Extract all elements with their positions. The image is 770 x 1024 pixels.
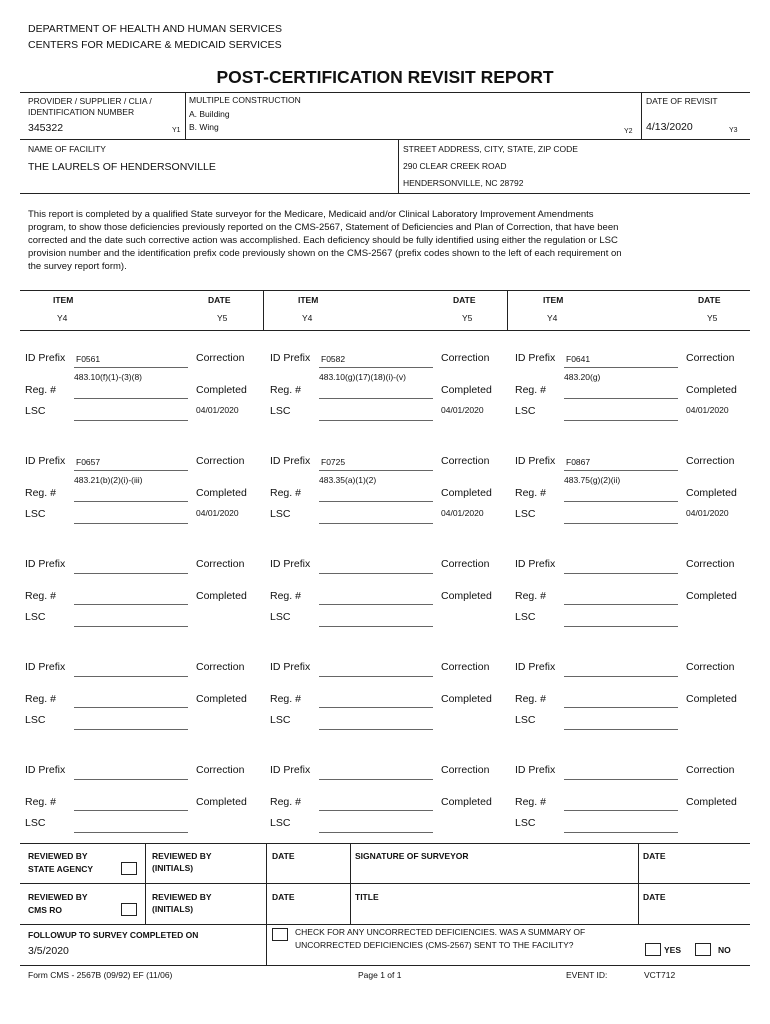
multiple-construction-label: MULTIPLE CONSTRUCTION <box>189 95 301 105</box>
address-city: HENDERSONVILLE, NC 28792 <box>403 178 524 188</box>
y4-marker: Y4 <box>302 313 313 323</box>
provider-id-value: 345322 <box>28 122 64 134</box>
reg-value[interactable]: 483.75(g)(2)(ii) <box>564 475 621 485</box>
correction-label: Correction <box>196 455 245 467</box>
correction-label: Correction <box>686 558 735 570</box>
deficiency-entry <box>510 760 753 863</box>
completed-label: Completed <box>196 693 247 705</box>
correction-label: Correction <box>196 661 245 673</box>
id-prefix-label: ID Prefix <box>515 352 556 364</box>
department-name: DEPARTMENT OF HEALTH AND HUMAN SERVICES <box>28 23 282 35</box>
completed-label: Completed <box>196 796 247 808</box>
reg-value[interactable]: 483.10(g)(17)(18)(i)-(v) <box>319 372 406 382</box>
correction-label: Correction <box>196 352 245 364</box>
date-label: DATE <box>272 892 295 902</box>
divider <box>398 139 399 193</box>
correction-label: Correction <box>686 352 735 364</box>
completed-date[interactable]: 04/01/2020 <box>196 405 239 415</box>
intro-line: This report is completed by a qualified State surveyor for the Medicare, Medicaid and/or Clinical Laboratory Improvement Amendments <box>28 209 594 220</box>
reg-label: Reg. # <box>25 384 56 396</box>
date-header: DATE <box>453 295 476 305</box>
id-prefix-label: ID Prefix <box>515 558 556 570</box>
id-prefix-label: ID Prefix <box>515 661 556 673</box>
item-header: ITEM <box>543 295 564 305</box>
reg-label: Reg. # <box>270 693 301 705</box>
date-header: DATE <box>208 295 231 305</box>
completed-label: Completed <box>196 487 247 499</box>
y5-marker: Y5 <box>462 313 473 323</box>
lsc-label: LSC <box>270 714 291 726</box>
lsc-label: LSC <box>25 714 46 726</box>
id-prefix-label: ID Prefix <box>25 764 66 776</box>
reg-label: Reg. # <box>515 487 546 499</box>
completed-label: Completed <box>686 590 737 602</box>
followup-label: FOLLOWUP TO SURVEY COMPLETED ON <box>28 930 199 940</box>
completed-label: Completed <box>441 796 492 808</box>
id-prefix-value[interactable]: F0641 <box>566 354 591 364</box>
deficiency-entry <box>20 451 263 554</box>
event-id-value: VCT712 <box>644 970 676 980</box>
completed-label: Completed <box>441 487 492 499</box>
intro-line: the survey report form). <box>28 261 127 272</box>
correction-label: Correction <box>686 661 735 673</box>
id-prefix-label: ID Prefix <box>515 455 556 467</box>
y5-marker: Y5 <box>707 313 718 323</box>
form-number: Form CMS - 2567B (09/92) EF (11/06) <box>28 970 173 980</box>
id-prefix-value[interactable]: F0582 <box>321 354 346 364</box>
correction-label: Correction <box>441 764 490 776</box>
completed-label: Completed <box>686 487 737 499</box>
yes-label: YES <box>664 945 682 955</box>
provider-id-label: IDENTIFICATION NUMBER <box>28 107 135 117</box>
date-label: DATE <box>272 851 295 861</box>
page-title: POST-CERTIFICATION REVISIT REPORT <box>216 67 554 87</box>
deficiency-entry <box>265 451 508 554</box>
deficiency-entry <box>20 760 263 863</box>
date-label: DATE <box>643 851 666 861</box>
lsc-label: LSC <box>25 817 46 829</box>
id-prefix-value[interactable]: F0657 <box>76 457 101 467</box>
completed-date[interactable]: 04/01/2020 <box>196 508 239 518</box>
address-label: STREET ADDRESS, CITY, STATE, ZIP CODE <box>403 144 578 154</box>
deficiency-entry <box>265 348 508 451</box>
date-of-revisit-label: DATE OF REVISIT <box>646 96 718 106</box>
reg-label: Reg. # <box>25 590 56 602</box>
id-prefix-label: ID Prefix <box>270 455 311 467</box>
reg-label: Reg. # <box>25 796 56 808</box>
correction-label: Correction <box>441 558 490 570</box>
id-prefix-label: ID Prefix <box>270 352 311 364</box>
page-number: Page 1 of 1 <box>358 970 402 980</box>
cms-ro-checkbox[interactable] <box>121 903 137 916</box>
y3-marker: Y3 <box>729 127 738 134</box>
lsc-label: LSC <box>515 405 536 417</box>
reviewed-initials-label: REVIEWED BY <box>152 892 212 902</box>
completed-label: Completed <box>441 590 492 602</box>
id-prefix-label: ID Prefix <box>270 661 311 673</box>
y4-marker: Y4 <box>547 313 558 323</box>
lsc-label: LSC <box>515 817 536 829</box>
lsc-label: LSC <box>515 508 536 520</box>
id-prefix-value[interactable]: F0561 <box>76 354 101 364</box>
wing-label: B. Wing <box>189 122 219 132</box>
deficiency-entry <box>20 657 263 760</box>
deficiency-entry <box>510 348 753 451</box>
uncorrected-question: CHECK FOR ANY UNCORRECTED DEFICIENCIES. WAS A SUMMARY OF <box>295 927 586 937</box>
uncorrected-question: UNCORRECTED DEFICIENCIES (CMS-2567) SENT TO THE FACILITY? <box>295 940 574 950</box>
reg-label: Reg. # <box>515 590 546 602</box>
y2-marker: Y2 <box>624 128 633 135</box>
lsc-label: LSC <box>270 405 291 417</box>
lsc-label: LSC <box>270 817 291 829</box>
item-header: ITEM <box>298 295 319 305</box>
id-prefix-label: ID Prefix <box>25 352 66 364</box>
y5-marker: Y5 <box>217 313 228 323</box>
reg-label: Reg. # <box>270 487 301 499</box>
completed-label: Completed <box>441 693 492 705</box>
deficiency-entry <box>265 657 508 760</box>
lsc-label: LSC <box>25 405 46 417</box>
building-label: A. Building <box>189 109 230 119</box>
reg-value[interactable]: 483.21(b)(2)(i)-(iii) <box>74 475 143 485</box>
reg-label: Reg. # <box>270 796 301 808</box>
lsc-label: LSC <box>270 508 291 520</box>
reviewed-by-state-label: REVIEWED BY <box>28 851 88 861</box>
date-label: DATE <box>643 892 666 902</box>
deficiency-entry <box>510 657 753 760</box>
reviewed-initials-label: (INITIALS) <box>152 863 194 873</box>
lsc-label: LSC <box>270 611 291 623</box>
lsc-label: LSC <box>515 611 536 623</box>
correction-label: Correction <box>686 455 735 467</box>
followup-date: 3/5/2020 <box>28 945 69 957</box>
reg-label: Reg. # <box>270 590 301 602</box>
reg-label: Reg. # <box>515 796 546 808</box>
completed-date[interactable]: 04/01/2020 <box>686 508 729 518</box>
completed-label: Completed <box>686 693 737 705</box>
deficiency-entry <box>510 554 753 657</box>
intro-line: program, to show those deficiencies previously reported on the CMS-2567, Statement of Deficiencies and Plan of Correction, that have been <box>28 222 619 233</box>
y1-marker: Y1 <box>172 127 181 134</box>
correction-label: Correction <box>441 352 490 364</box>
completed-label: Completed <box>196 590 247 602</box>
state-agency-checkbox[interactable] <box>121 862 137 875</box>
reg-label: Reg. # <box>25 693 56 705</box>
correction-label: Correction <box>441 455 490 467</box>
reg-value[interactable]: 483.20(g) <box>564 372 601 382</box>
reg-label: Reg. # <box>270 384 301 396</box>
completed-label: Completed <box>686 796 737 808</box>
agency-name: CENTERS FOR MEDICARE & MEDICAID SERVICES <box>28 39 282 51</box>
intro-line: corrected and the date such corrective action was accomplished. Each deficiency should be fully identified using either the regulation or LSC <box>28 235 618 246</box>
deficiency-entry <box>265 554 508 657</box>
y4-marker: Y4 <box>57 313 68 323</box>
completed-label: Completed <box>196 384 247 396</box>
reg-label: Reg. # <box>515 384 546 396</box>
item-header: ITEM <box>53 295 74 305</box>
deficiency-entry <box>20 554 263 657</box>
lsc-label: LSC <box>25 611 46 623</box>
reviewed-by-cms-label: CMS RO <box>28 905 62 915</box>
id-prefix-label: ID Prefix <box>25 558 66 570</box>
id-prefix-label: ID Prefix <box>270 764 311 776</box>
correction-label: Correction <box>441 661 490 673</box>
rule-provider <box>20 139 750 140</box>
intro-line: provision number and the identification prefix code previously shown on the CMS-2567 (prefix codes shown to the left of each requirement on <box>28 248 622 259</box>
divider <box>185 92 186 139</box>
divider <box>641 92 642 139</box>
address-street: 290 CLEAR CREEK ROAD <box>403 161 507 171</box>
title-label: TITLE <box>355 892 379 902</box>
reviewed-by-cms-label: REVIEWED BY <box>28 892 88 902</box>
lsc-label: LSC <box>25 508 46 520</box>
id-prefix-value[interactable]: F0725 <box>321 457 346 467</box>
id-prefix-label: ID Prefix <box>25 661 66 673</box>
rule-facility <box>20 193 750 194</box>
date-header: DATE <box>698 295 721 305</box>
reg-label: Reg. # <box>515 693 546 705</box>
correction-label: Correction <box>196 558 245 570</box>
event-id-label: EVENT ID: <box>566 970 608 980</box>
deficiency-entry <box>510 451 753 554</box>
id-prefix-label: ID Prefix <box>515 764 556 776</box>
no-checkbox[interactable] <box>695 943 711 956</box>
reg-value[interactable]: 483.10(f)(1)-(3)(8) <box>74 372 143 382</box>
no-label: NO <box>718 945 731 955</box>
reviewed-initials-label: (INITIALS) <box>152 904 194 914</box>
reviewed-by-state-label: STATE AGENCY <box>28 864 94 874</box>
id-prefix-value[interactable]: F0867 <box>566 457 591 467</box>
deficiency-entry <box>265 760 508 863</box>
correction-label: Correction <box>686 764 735 776</box>
completed-date[interactable]: 04/01/2020 <box>441 508 484 518</box>
id-prefix-label: ID Prefix <box>25 455 66 467</box>
facility-name-value: THE LAURELS OF HENDERSONVILLE <box>28 161 216 173</box>
signature-label: SIGNATURE OF SURVEYOR <box>355 851 469 861</box>
completed-date[interactable]: 04/01/2020 <box>441 405 484 415</box>
reviewed-initials-label: REVIEWED BY <box>152 851 212 861</box>
deficiency-entry <box>20 348 263 451</box>
yes-checkbox[interactable] <box>645 943 661 956</box>
reg-value[interactable]: 483.35(a)(1)(2) <box>319 475 377 485</box>
id-prefix-label: ID Prefix <box>270 558 311 570</box>
provider-id-label: PROVIDER / SUPPLIER / CLIA / <box>28 96 152 106</box>
facility-name-label: NAME OF FACILITY <box>28 144 106 154</box>
lsc-label: LSC <box>515 714 536 726</box>
completed-label: Completed <box>686 384 737 396</box>
date-of-revisit-value: 4/13/2020 <box>646 121 693 133</box>
completed-date[interactable]: 04/01/2020 <box>686 405 729 415</box>
correction-label: Correction <box>196 764 245 776</box>
completed-label: Completed <box>441 384 492 396</box>
uncorrected-checkbox[interactable] <box>272 928 288 941</box>
reg-label: Reg. # <box>25 487 56 499</box>
